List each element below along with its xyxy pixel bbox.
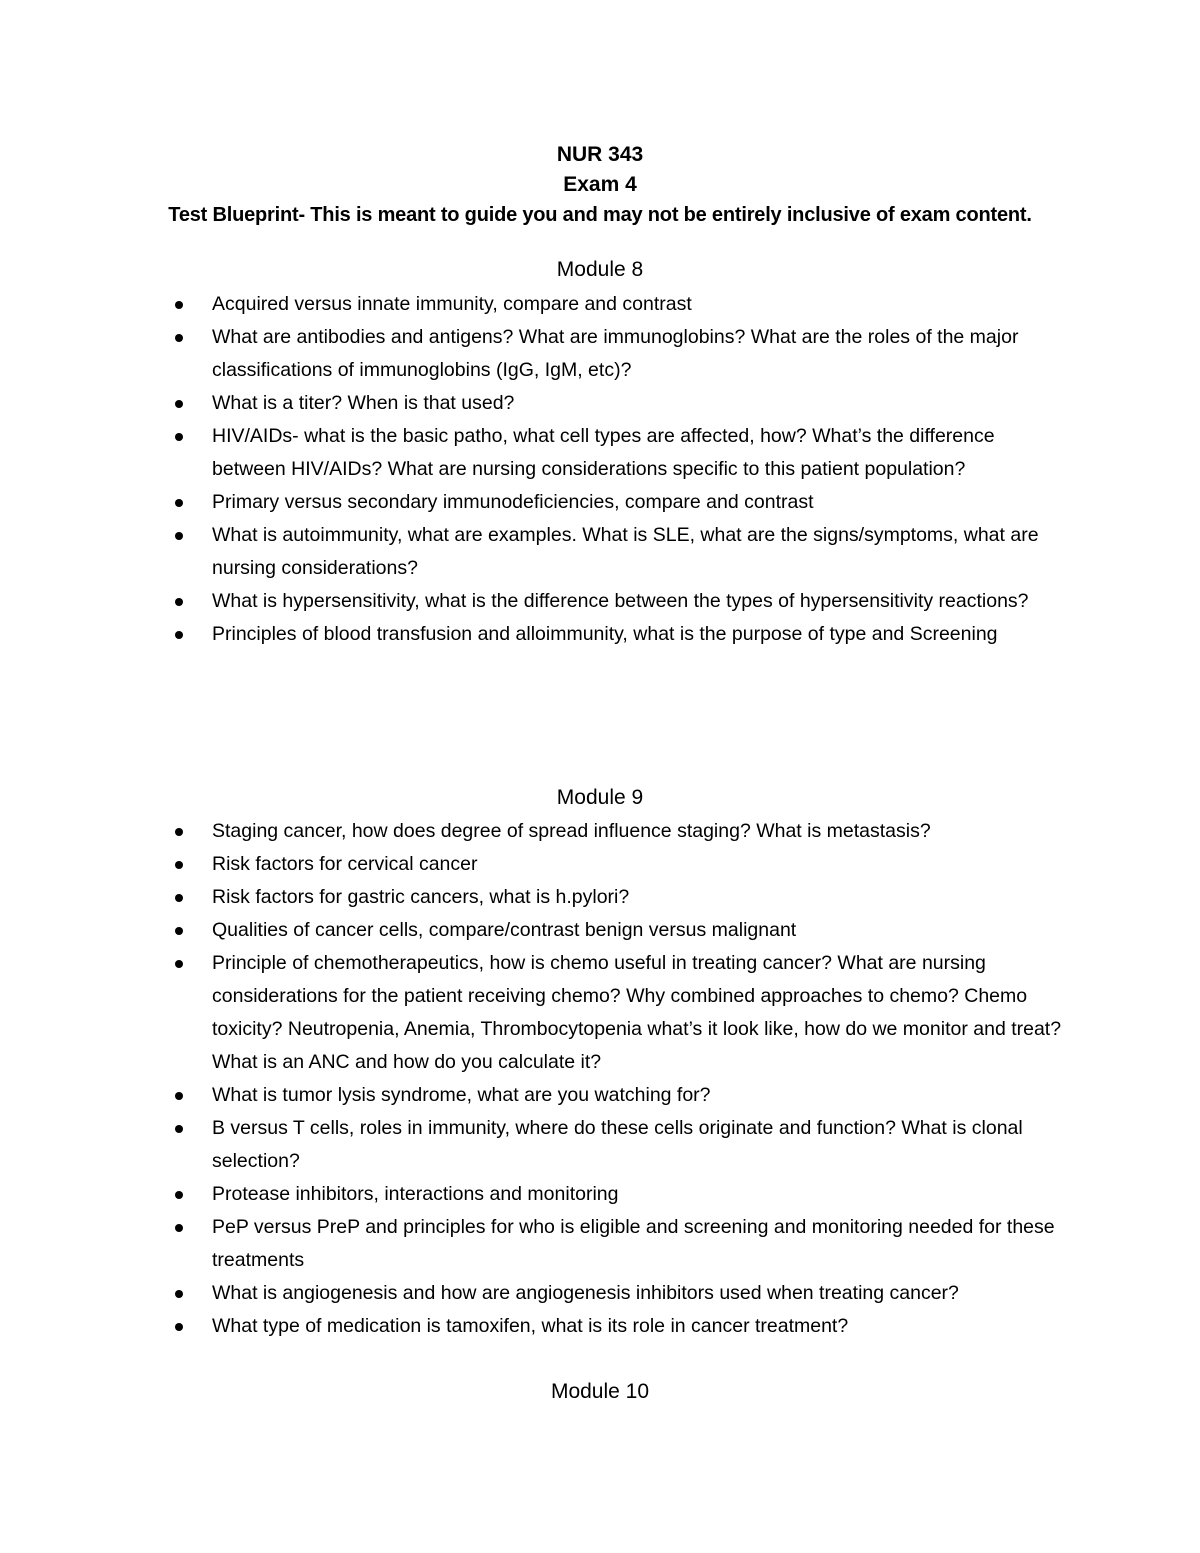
list-item: [168, 288, 1068, 321]
list-item-text: HIV/AIDs- what is the basic patho, what cell types are affected, how? What’s the difference between HIV/AIDs? What are nursing considerations specific to this patient population?: [212, 425, 995, 480]
list-item-text: Protease inhibitors, interactions and monitoring: [212, 1183, 619, 1205]
bullet-icon: [175, 960, 183, 968]
list-item-text: What is autoimmunity, what are examples. What is SLE, what are the signs/symptoms, what are nursing considerations?: [212, 524, 1039, 579]
list-item-text: Primary versus secondary immunodeficiencies, compare and contrast: [212, 491, 814, 513]
list-item: [168, 881, 1068, 914]
bullet-icon: [175, 894, 183, 902]
list-item-text: PeP versus PreP and principles for who is eligible and screening and monitoring needed for these treatments: [212, 1216, 1055, 1271]
list-item: [168, 1112, 1068, 1178]
bullet-icon: [175, 631, 183, 639]
list-item-text: What is a titer? When is that used?: [212, 392, 515, 414]
list-item-text: Acquired versus innate immunity, compare and contrast: [212, 293, 692, 315]
bullet-icon: [175, 433, 183, 441]
bullet-icon: [175, 828, 183, 836]
bullet-icon: [175, 1125, 183, 1133]
list-item-text: Principle of chemotherapeutics, how is chemo useful in treating cancer? What are nursing considerations for the patient receiving chemo? Why combined approaches to chemo? Chemo toxicity? Neutropenia, Anemia, Thrombocytopenia what’s it look like, how do we monitor and treat? What is an ANC and how do you calculate it?: [212, 952, 1062, 1073]
bullet-icon: [175, 301, 183, 309]
bullet-icon: [175, 1191, 183, 1199]
list-item: [168, 1079, 1068, 1112]
list-item: [168, 1211, 1068, 1277]
module-10-heading: Module 10: [550, 1380, 650, 1403]
list-item: [168, 519, 1068, 585]
blueprint-note: Test Blueprint- This is meant to guide you and may not be entirely inclusive of exam content.: [168, 204, 1032, 226]
list-item: [168, 1277, 1068, 1310]
bullet-icon: [175, 334, 183, 342]
module-9-heading: Module 9: [556, 786, 644, 809]
list-item: [168, 1310, 1068, 1343]
list-item-text: Qualities of cancer cells, compare/contrast benign versus malignant: [212, 919, 797, 941]
bullet-icon: [175, 1323, 183, 1331]
list-item: [168, 387, 1068, 420]
list-item-text: Risk factors for cervical cancer: [212, 853, 478, 875]
list-item: [168, 815, 1068, 848]
list-item-text: Staging cancer, how does degree of spread influence staging? What is metastasis?: [212, 820, 931, 842]
list-item: [168, 947, 1068, 1079]
list-item-text: What is tumor lysis syndrome, what are you watching for?: [212, 1084, 711, 1106]
bullet-icon: [175, 532, 183, 540]
bullet-icon: [175, 1290, 183, 1298]
course-code: NUR 343: [556, 143, 644, 166]
module-9-topic-list: [168, 815, 1068, 1343]
bullet-icon: [175, 400, 183, 408]
list-item: [168, 321, 1068, 387]
module-8-heading: Module 8: [556, 258, 644, 281]
list-item-text: Principles of blood transfusion and alloimmunity, what is the purpose of type and Screening: [212, 623, 998, 645]
list-item-text: What type of medication is tamoxifen, what is its role in cancer treatment?: [212, 1315, 849, 1337]
list-item-text: What are antibodies and antigens? What are immunoglobins? What are the roles of the major classifications of immunoglobins (IgG, IgM, etc)?: [212, 326, 1019, 381]
list-item: [168, 420, 1068, 486]
bullet-icon: [175, 861, 183, 869]
list-item-text: B versus T cells, roles in immunity, where do these cells originate and function? What is clonal selection?: [212, 1117, 1023, 1172]
bullet-icon: [175, 1224, 183, 1232]
bullet-icon: [175, 927, 183, 935]
list-item: [168, 848, 1068, 881]
bullet-icon: [175, 1092, 183, 1100]
list-item: [168, 618, 1068, 651]
list-item-text: What is angiogenesis and how are angiogenesis inhibitors used when treating cancer?: [212, 1282, 959, 1304]
list-item: [168, 914, 1068, 947]
list-item-text: What is hypersensitivity, what is the difference between the types of hypersensitivity reactions?: [212, 590, 1029, 612]
module-8-topic-list: [168, 288, 1068, 651]
list-item: [168, 486, 1068, 519]
list-item: [168, 585, 1068, 618]
list-item: [168, 1178, 1068, 1211]
bullet-icon: [175, 598, 183, 606]
bullet-icon: [175, 499, 183, 507]
list-item-text: Risk factors for gastric cancers, what is h.pylori?: [212, 886, 630, 908]
exam-title: Exam 4: [563, 173, 637, 196]
